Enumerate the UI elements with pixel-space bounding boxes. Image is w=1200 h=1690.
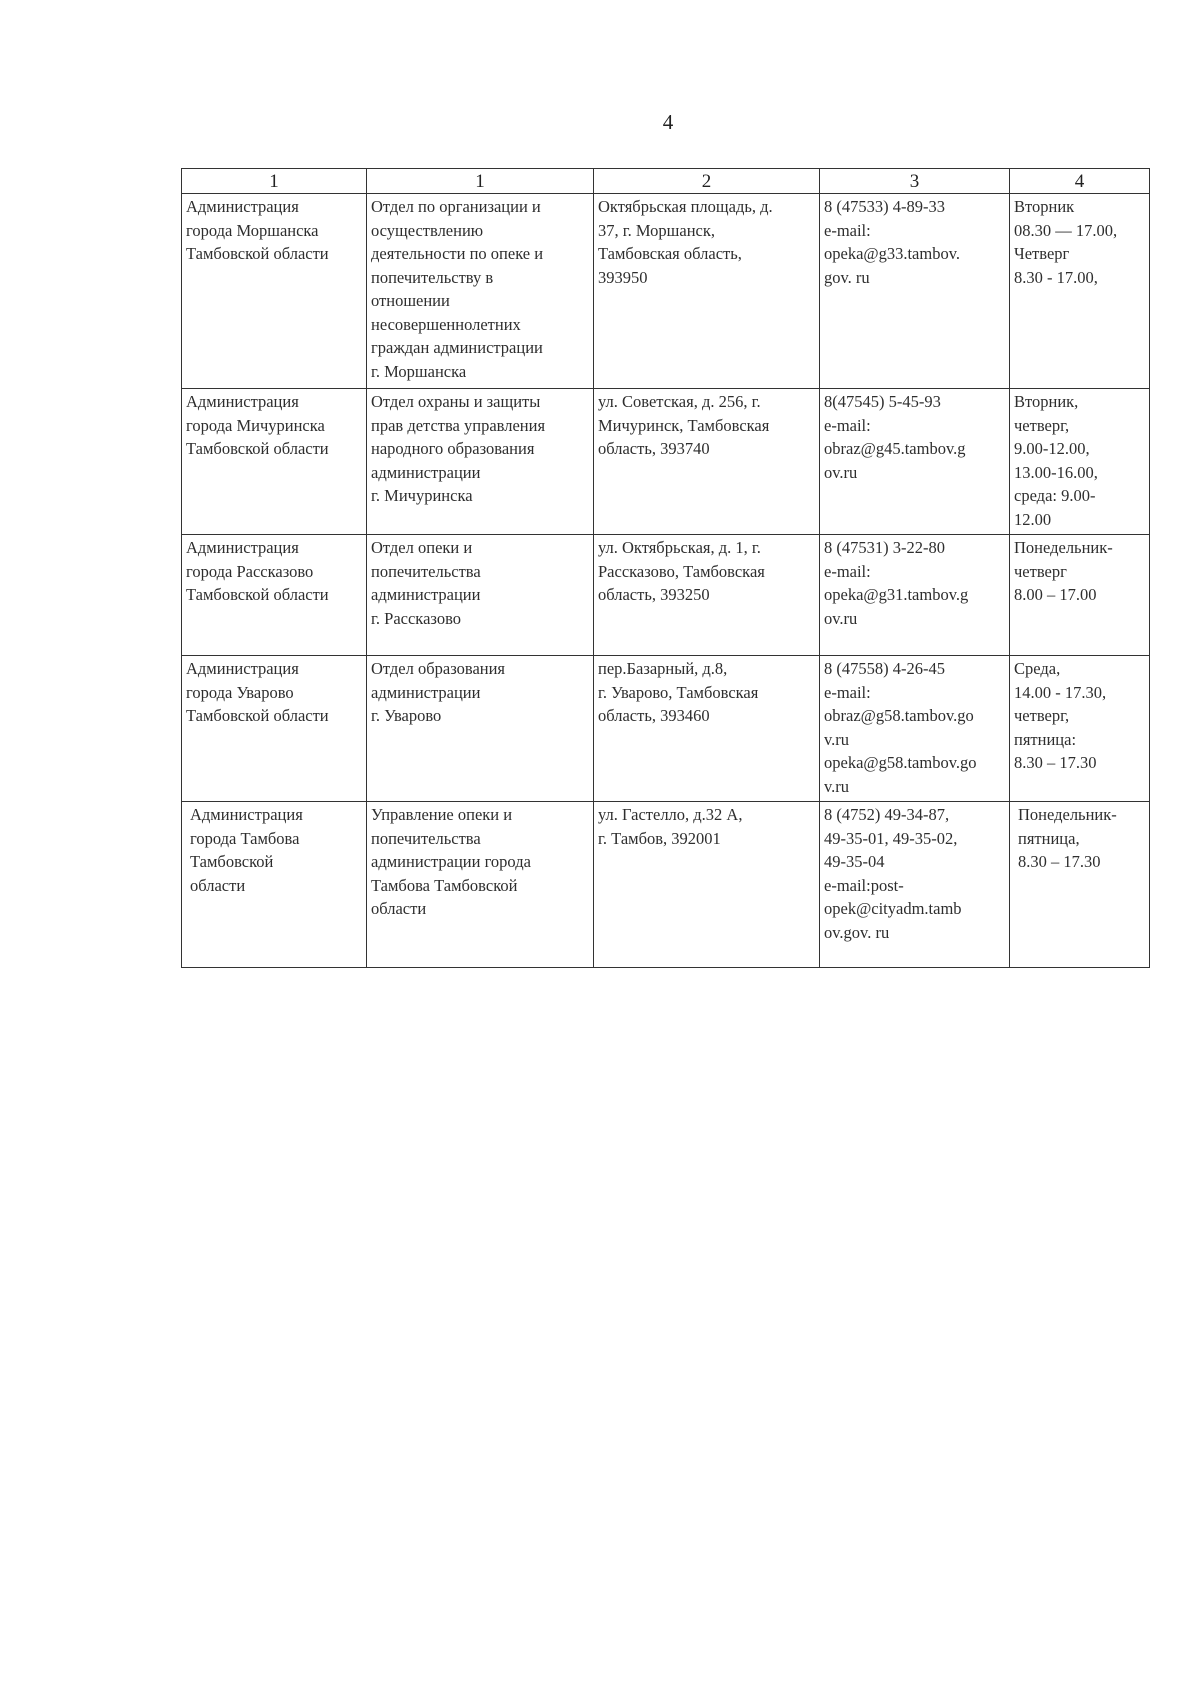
header-cell-contacts: 3 — [820, 169, 1010, 194]
cell-text-line: ул. Октябрьская, д. 1, г. — [598, 538, 761, 557]
cell-department — [367, 802, 594, 968]
cell-text-line: Октябрьская площадь, д. — [598, 197, 773, 216]
cell-text-line: область, 393460 — [598, 706, 710, 725]
cell-text-line: администрации — [371, 585, 481, 604]
cell-text-line: администрации города — [371, 852, 531, 871]
cell-contacts — [820, 389, 1010, 535]
cell-text-line: 08.30 — 17.00, — [1014, 220, 1118, 240]
cell-text-line: 8 (4752) 49-34-87, — [824, 805, 950, 824]
cell-text-line: пер.Базарный, д.8, — [598, 659, 728, 678]
cell-text-line: четверг, — [1014, 706, 1070, 725]
cell-text-line: среда: 9.00- — [1014, 486, 1096, 505]
cell-text-line: Тамбовской области — [186, 439, 329, 458]
cell-address — [594, 802, 820, 968]
cell-text-line: попечительству в — [371, 267, 494, 287]
cell-text-line: четверг — [1014, 561, 1067, 581]
table-row — [182, 389, 1150, 535]
header-cell-address: 2 — [594, 169, 820, 194]
cell-text-line: города Тамбова — [190, 828, 300, 848]
cell-text-line: осуществлению — [371, 220, 484, 240]
cell-text-line: opeka@g31.tambov.g — [824, 585, 969, 604]
cell-text-line: города Уварово — [186, 682, 294, 702]
cell-text-line: 8 (47533) 4-89-33 — [824, 197, 945, 216]
cell-text-line: Вторник — [1014, 197, 1075, 216]
cell-contacts — [820, 535, 1010, 656]
cell-text-line: obraz@g58.tambov.go — [824, 706, 974, 725]
cell-hours — [1010, 389, 1150, 535]
contacts-table — [181, 168, 1150, 968]
cell-text-line: Отдел охраны и защиты — [371, 392, 541, 411]
cell-text-line: e-mail: — [824, 220, 871, 240]
cell-text-line: г. Мичуринска — [371, 486, 473, 505]
cell-organization — [182, 389, 367, 535]
cell-organization — [182, 535, 367, 656]
header-cell-dept: 1 — [367, 169, 594, 194]
cell-text-line: г. Уварово — [371, 706, 442, 725]
cell-organization — [182, 656, 367, 802]
cell-text-line: пятница: — [1014, 729, 1077, 749]
cell-text-line: ул. Советская, д. 256, г. — [598, 392, 761, 411]
cell-text-line: Тамбовской области — [186, 706, 329, 725]
cell-text-line: граждан администрации — [371, 338, 543, 357]
cell-text-line: г. Моршанска — [371, 361, 467, 381]
cell-text-line: Мичуринск, Тамбовская — [598, 415, 770, 435]
cell-text-line: четверг, — [1014, 415, 1070, 435]
cell-text-line: г. Рассказово — [371, 608, 461, 628]
cell-text-line: Администрация — [186, 659, 299, 678]
cell-text-line: отношении — [371, 291, 450, 310]
cell-text-line: Отдел по организации и — [371, 197, 541, 216]
cell-text-line: области — [371, 899, 427, 918]
header-cell-hours: 4 — [1010, 169, 1150, 194]
cell-text-line: Администрация — [186, 538, 299, 557]
header-cell-org: 1 — [182, 169, 367, 194]
cell-text-line: 13.00-16.00, — [1014, 462, 1098, 482]
cell-text-line: ov.ru — [824, 462, 858, 482]
cell-address — [594, 194, 820, 389]
cell-text-line: 8.30 - 17.00, — [1014, 267, 1098, 287]
cell-text-line: 12.00 — [1014, 509, 1052, 529]
cell-text-line: opek@cityadm.tamb — [824, 899, 962, 918]
cell-text-line: e-mail: — [824, 682, 871, 702]
cell-address — [594, 656, 820, 802]
cell-text-line: города Рассказово — [186, 561, 314, 581]
cell-text-line: Тамбовской — [190, 852, 274, 871]
cell-text-line: администрации — [371, 682, 481, 702]
cell-text-line: 8.00 – 17.00 — [1014, 585, 1097, 604]
cell-text-line: 14.00 - 17.30, — [1014, 682, 1107, 702]
cell-text-line: Среда, — [1014, 659, 1061, 678]
table-row — [182, 802, 1150, 968]
cell-text-line: попечительства — [371, 561, 481, 581]
cell-text-line: gov. ru — [824, 267, 870, 287]
cell-text-line: Рассказово, Тамбовская — [598, 561, 765, 581]
cell-hours — [1010, 656, 1150, 802]
cell-hours — [1010, 802, 1150, 968]
cell-text-line: 8 (47531) 3-22-80 — [824, 538, 945, 557]
cell-text-line: область, 393740 — [598, 439, 710, 458]
cell-text-line: Понедельник- — [1014, 538, 1113, 557]
cell-hours — [1010, 535, 1150, 656]
cell-text-line: города Мичуринска — [186, 415, 325, 435]
cell-text-line: пятница, — [1018, 828, 1080, 848]
table-row — [182, 194, 1150, 389]
cell-text-line: 8(47545) 5-45-93 — [824, 392, 941, 411]
cell-text-line: Администрация — [186, 392, 299, 411]
cell-text-line: e-mail: — [824, 415, 871, 435]
cell-text-line: Тамбова Тамбовской — [371, 875, 518, 895]
cell-text-line: Вторник, — [1014, 392, 1079, 411]
cell-text-line: Управление опеки и — [371, 805, 513, 824]
cell-text-line: ov.ru — [824, 608, 858, 628]
cell-text-line: область, 393250 — [598, 585, 710, 604]
cell-contacts — [820, 656, 1010, 802]
cell-text-line: obraz@g45.tambov.g — [824, 439, 966, 458]
cell-address — [594, 389, 820, 535]
table-row — [182, 656, 1150, 802]
cell-text-line: opeka@g33.tambov. — [824, 244, 961, 263]
cell-text-line: Четверг — [1014, 244, 1070, 263]
cell-department — [367, 389, 594, 535]
cell-text-line: Администрация — [186, 197, 299, 216]
cell-text-line: 393950 — [598, 267, 648, 287]
cell-text-line: 49-35-01, 49-35-02, — [824, 828, 958, 848]
cell-text-line: Тамбовской области — [186, 244, 329, 263]
cell-text-line: Отдел опеки и — [371, 538, 473, 557]
cell-department — [367, 656, 594, 802]
cell-text-line: Отдел образования — [371, 659, 506, 678]
cell-text-line: 8.30 – 17.30 — [1018, 852, 1101, 871]
cell-text-line: ул. Гастелло, д.32 А, — [598, 805, 743, 824]
cell-text-line: Тамбовской области — [186, 585, 329, 604]
page-number: 4 — [662, 110, 674, 134]
cell-text-line: г. Уварово, Тамбовская — [598, 682, 759, 702]
cell-organization — [182, 194, 367, 389]
cell-contacts — [820, 194, 1010, 389]
cell-text-line: v.ru — [824, 776, 850, 796]
cell-text-line: Понедельник- — [1018, 805, 1117, 824]
cell-text-line: 37, г. Моршанск, — [598, 220, 715, 240]
cell-text-line: opeka@g58.tambov.go — [824, 753, 977, 772]
table-header-row — [182, 169, 1150, 194]
cell-text-line: народного образования — [371, 439, 535, 458]
cell-text-line: 49-35-04 — [824, 852, 885, 871]
cell-hours — [1010, 194, 1150, 389]
cell-text-line: e-mail: — [824, 561, 871, 581]
cell-text-line: Тамбовская область, — [598, 244, 742, 263]
cell-department — [367, 194, 594, 389]
cell-text-line: прав детства управления — [371, 415, 546, 435]
cell-text-line: г. Тамбов, 392001 — [598, 828, 721, 848]
cell-text-line: администрации — [371, 462, 481, 482]
cell-text-line: попечительства — [371, 828, 481, 848]
cell-text-line: 8.30 – 17.30 — [1014, 753, 1097, 772]
table-row — [182, 535, 1150, 656]
cell-text-line: 8 (47558) 4-26-45 — [824, 659, 945, 678]
cell-text-line: города Моршанска — [186, 220, 319, 240]
cell-contacts — [820, 802, 1010, 968]
cell-text-line: области — [190, 875, 246, 895]
cell-text-line: Администрация — [190, 805, 303, 824]
cell-text-line: ov.gov. ru — [824, 922, 890, 942]
cell-text-line: e-mail:post- — [824, 875, 904, 895]
cell-text-line: v.ru — [824, 729, 850, 749]
cell-text-line: 9.00-12.00, — [1014, 439, 1090, 458]
cell-text-line: деятельности по опеке и — [371, 244, 544, 263]
cell-address — [594, 535, 820, 656]
cell-department — [367, 535, 594, 656]
cell-organization — [182, 802, 367, 968]
cell-text-line: несовершеннолетних — [371, 314, 521, 334]
